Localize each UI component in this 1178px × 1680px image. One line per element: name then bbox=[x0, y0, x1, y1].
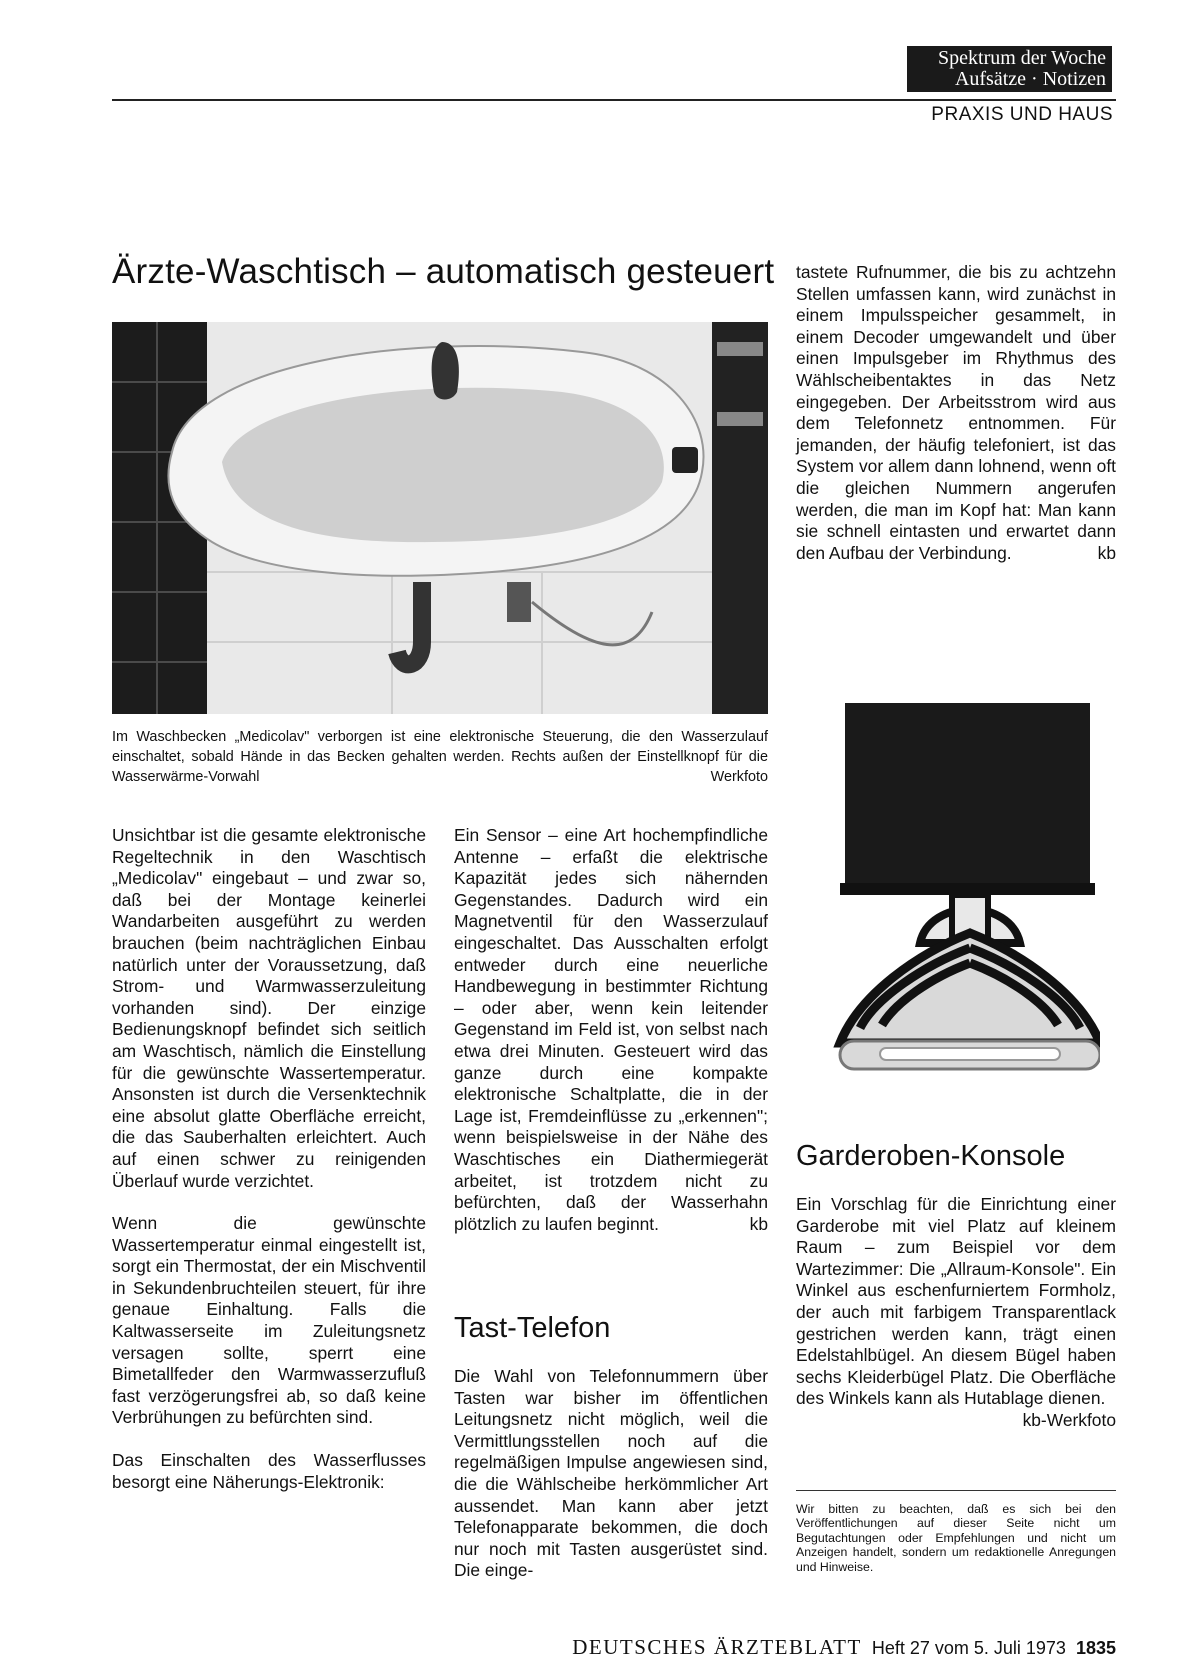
caption-credit: Werkfoto bbox=[710, 769, 768, 785]
column-3-top bbox=[796, 262, 1116, 564]
tast-telefon-continuation bbox=[796, 262, 1116, 564]
section-title: PRAXIS UND HAUS bbox=[931, 104, 1113, 125]
washbasin-photo bbox=[112, 322, 768, 714]
issue-info: Heft 27 vom 5. Juli 1973 bbox=[871, 1638, 1066, 1658]
badge-line-2: Aufsätze · Notizen bbox=[954, 68, 1106, 90]
photo-caption bbox=[112, 727, 768, 787]
badge-line-1: Spektrum der Woche bbox=[938, 47, 1106, 69]
caption-text: Im Waschbecken „Medicolav" verborgen ist eine elektronische Steuerung, die den Wasserzulauf einschaltet, sobald Hände in das Becken gehalten werden. Rechts außen der Einstellknopf für die Wasserwärme-Vorwahl bbox=[112, 729, 768, 785]
tast-telefon-text bbox=[454, 1366, 768, 1582]
section-badge bbox=[907, 46, 1112, 92]
coat-console-photo bbox=[820, 703, 1100, 1078]
garderoben-konsole-text bbox=[796, 1194, 1116, 1432]
garderoben-konsole-paragraph-text: Ein Vorschlag für die Einrichtung einer Garderobe mit viel Platz auf kleinem Raum – zum Beispiel vor dem Wartezimmer: Die „Allraum-Konsole". Ein Winkel aus eschenfurniertem Formholz, der auch mit farbigem Transparentlack gestrichen werden kann, trägt einen Edelstahlbügel. An diesem Bügel haben sechs Kleiderbügel Platz. Die Oberfläche des Winkels kann als Hutablage dienen. bbox=[796, 1194, 1116, 1409]
col1-paragraph-1: Unsichtbar ist die gesamte elektronische Regeltechnik in den Waschtisch „Medicolav" eingebaut – und zwar so, daß bei der Montage keinerlei Wandarbeiten ausgeführt zu werden brauchen (beim nachträglichen Einbau natürlich unter der Voraussetzung, daß Strom- und Warmwasserzuleitung vorhanden sind). Der einzige Bedienungsknopf befindet sich seitlich am Waschtisch, nämlich die Einstellung für die gewünschte Wassertemperatur. Ansonsten ist durch die Versenktechnik eine absolut glatte Oberfläche erreicht, die das Sauberhalten erleichtert. Auch auf einen schwer zu reinigenden Überlauf wurde verzichtet. bbox=[112, 825, 426, 1191]
signature-kb-2: kb bbox=[1097, 542, 1116, 563]
tast-telefon-continuation-text: tastete Rufnummer, die bis zu achtzehn Stellen umfassen kann, wird zunächst in einem Impulsspeicher gesammelt, in einem Decoder umgewandelt und über einen Impulsgeber im Rhythmus des Wählscheibentaktes in das Netz eingegeben. Der Arbeitsstrom wird aus dem Telefonnetz entnommen. Für jemanden, der häufig telefoniert, ist das System vor allem dann lohnend, wenn oft die gleichen Nummern angerufen werden, die man im Kopf hat: Man kann sie schnell eintasten und erwartet dann den Aufbau der Verbindung. bbox=[796, 262, 1116, 563]
column-2 bbox=[454, 825, 768, 1235]
tast-telefon-paragraph: Die Wahl von Telefonnummern über Tasten war bisher im öffentlichen Leitungsnetz nicht möglich, weil die Vermittlungsstellen noch auf die regelmäßigen Impulse angewiesen sind, die die Wählscheibe herkömmlicher Art aussendet. Man kann aber jetzt Telefonapparate bekommen, die doch nur noch mit Tasten ausgerüstet sind. Die einge- bbox=[454, 1366, 768, 1581]
signature-kb-werkfoto: kb-Werkfoto bbox=[1022, 1409, 1116, 1430]
article-title-waschtisch: Ärzte-Waschtisch – automatisch gesteuert bbox=[112, 252, 775, 291]
col1-paragraph-2: Wenn die gewünschte Wassertemperatur einmal eingestellt ist, sorgt ein Thermostat, der ein Mischventil in Sekundenbruchteilen steuert, für ihre genaue Einhaltung. Falls die Kaltwasserseite im Zuleitungsnetz versagen sollte, sperrt eine Bimetallfeder den Warmwasserzufluß fast verzögerungsfrei ab, so daß keine Verbrühungen zu befürchten sind. bbox=[112, 1213, 426, 1428]
notice-rule bbox=[796, 1490, 1116, 1491]
magazine-name: DEUTSCHES ÄRZTEBLATT bbox=[572, 1635, 862, 1659]
col1-paragraph-3: Das Einschalten des Wasserflusses besorgt eine Näherungs-Elektronik: bbox=[112, 1450, 426, 1492]
garderoben-konsole-paragraph bbox=[796, 1194, 1116, 1430]
column-1 bbox=[112, 825, 426, 1493]
article-title-garderoben-konsole: Garderoben-Konsole bbox=[796, 1140, 1066, 1172]
page-footer bbox=[400, 1635, 1116, 1660]
signature-kb-1: kb bbox=[749, 1213, 768, 1234]
col2-paragraph-1 bbox=[454, 825, 768, 1235]
page-number: 1835 bbox=[1075, 1638, 1116, 1658]
editorial-notice: Wir bitten zu beachten, daß es sich bei den Veröffentlichungen auf dieser Seite nicht um Begutachtungen oder Empfehlungen und nicht um Anzeigen handelt, sondern um redaktionelle Anregungen und Hinweise. bbox=[796, 1502, 1116, 1574]
col2-paragraph-1-text: Ein Sensor – eine Art hochempfindliche Antenne – erfaßt die elektrische Kapazität jedes sich nähernden Gegenstandes. Dadurch wird ein Magnetventil für den Wasserzulauf eingeschaltet. Das Ausschalten erfolgt entweder durch eine neuerliche Handbewegung in bestimmter Richtung – oder aber, wenn kein leitender Gegenstand im Feld ist, von selbst nach etwa drei Minuten. Gesteuert wird das ganze durch eine kompakte elektronische Schaltplatte, die in der Lage ist, Fremdeinflüsse zu „erkennen"; wenn beispielsweise in der Nähe des Waschtisches ein Diathermiegerät arbeitet, ist trotzdem nicht zu befürchten, daß der Wasserhahn plötzlich zu laufen beginnt. bbox=[454, 825, 768, 1234]
header-rule bbox=[112, 99, 1116, 101]
article-title-tast-telefon: Tast-Telefon bbox=[454, 1312, 611, 1344]
